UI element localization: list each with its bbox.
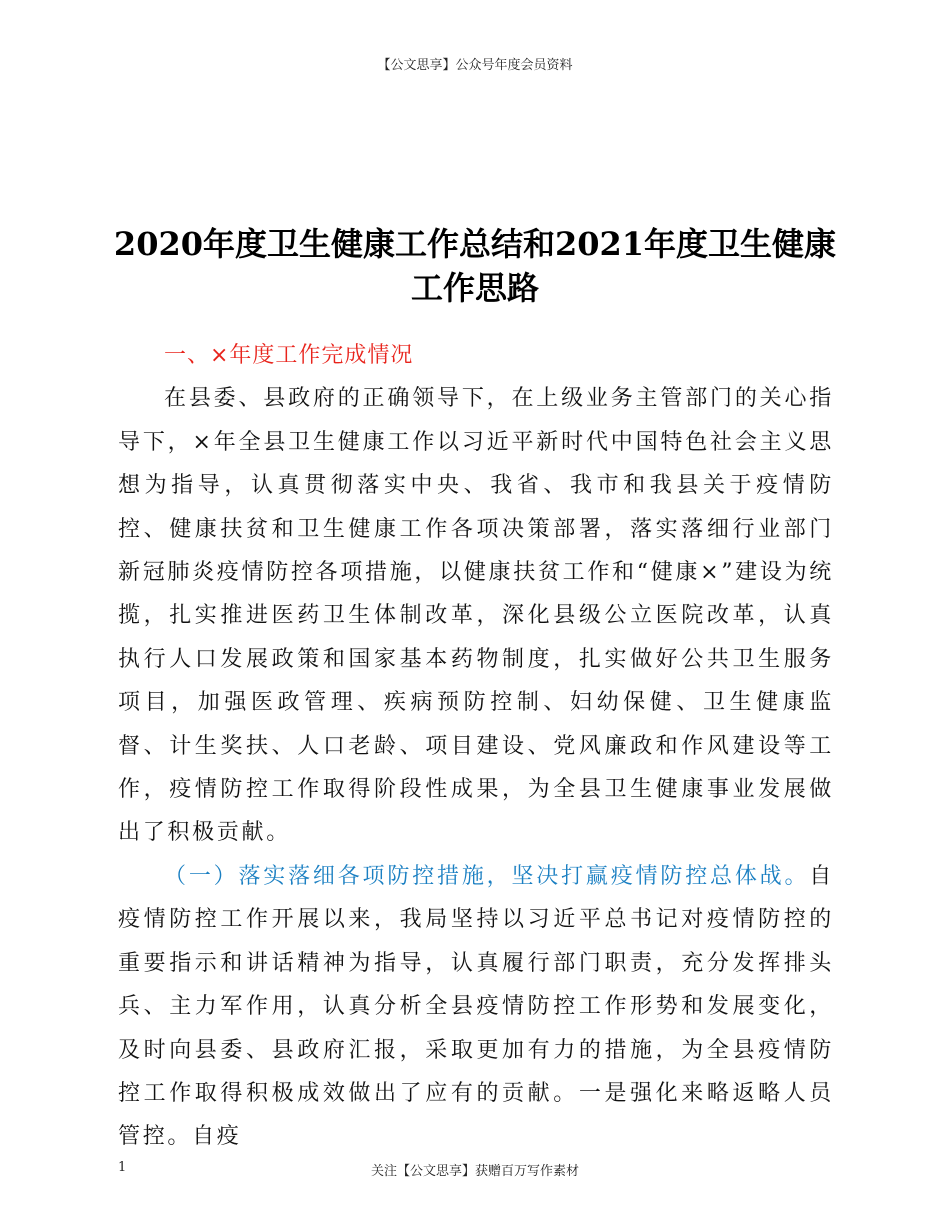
document-body — [118, 334, 834, 1159]
page-header: 【公文思享】公众号年度会员资料 — [377, 58, 573, 73]
body-paragraph: 在县委、县政府的正确领导下，在上级业务主管部门的关心指导下，×年全县卫生健康工作以习近平新时代中国特色社会主义思想为指导，认真贯彻落实中央、我省、我市和我县关于疫情防控、健康扶贫和卫生健康工作各项决策部署，落实落细行业部门新冠肺炎疫情防控各项措施，以健康扶贫工作和“健康×”建设为统揽，扎实推进医药卫生体制改革，深化县级公立医院改革，认真执行人口发展政策和国家基本药物制度，扎实做好公共卫生服务项目，加强医政管理、疾病预防控制、妇幼保健、卫生健康监督、计生奖扶、人口老龄、项目建设、党风廉政和作风建设等工作，疫情防控工作取得阶段性成果，为全县卫生健康事业发展做出了积极贡献。 — [118, 386, 834, 846]
section-heading: 一、×年度工作完成情况 — [164, 343, 414, 368]
body-paragraph — [118, 855, 834, 1159]
page-footer: 关注【公文思享】获赠百万写作素材 — [370, 1164, 579, 1179]
document-title: 2020年度卫生健康工作总结和2021年度卫生健康工作思路 — [113, 225, 837, 307]
page-number: 1 — [118, 1160, 127, 1175]
paragraph-text: 自疫情防控工作开展以来，我局坚持以习近平总书记对疫情防控的重要指示和讲话精神为指导，认真履行部门职责，充分发挥排头兵、主力军作用，认真分析全县疫情防控工作形势和发展变化，及时向县委、县政府汇报，采取更加有力的措施，为全县疫情防控工作取得积极成效做出了应有的贡献。一是强化来略返略人员管控。自疫 — [118, 863, 834, 1150]
subsection-heading: （一）落实落细各项防控措施，坚决打赢疫情防控总体战。 — [164, 863, 810, 889]
